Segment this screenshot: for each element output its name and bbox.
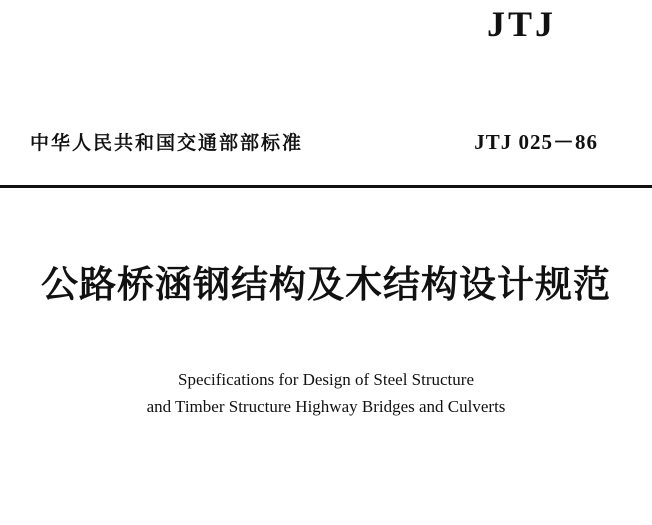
main-title: 公路桥涵钢结构及木结构设计规范 — [41, 263, 611, 306]
header-row — [30, 132, 598, 153]
horizontal-rule — [0, 185, 652, 188]
standard-number: JTJ 025－86 — [474, 130, 598, 154]
series-code: JTJ — [486, 4, 556, 44]
issuer-label: 中华人民共和国交通部部标准 — [30, 132, 304, 154]
english-title — [0, 366, 652, 420]
english-title-line-2: and Timber Structure Highway Bridges and Culverts — [146, 397, 506, 416]
english-title-line-1: Specifications for Design of Steel Structure — [177, 370, 474, 389]
